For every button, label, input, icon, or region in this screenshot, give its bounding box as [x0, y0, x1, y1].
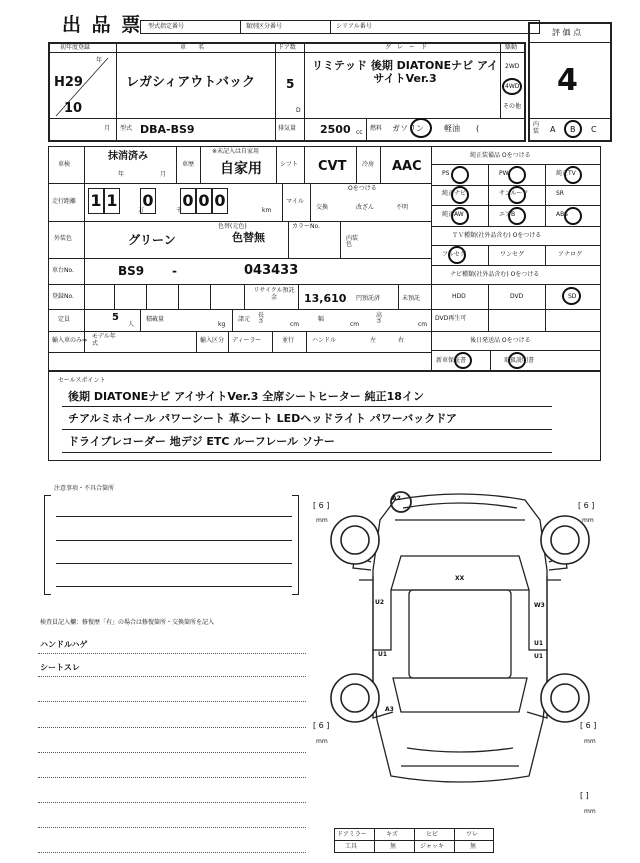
first-reg-label: 初年度登録: [60, 44, 91, 51]
dvd-play-label: DVD再生可: [435, 315, 467, 322]
mileage-digit: 0: [196, 188, 212, 214]
mark-u1-right-1: U1: [534, 640, 544, 647]
dims-width: 幅: [318, 316, 325, 323]
grade-value: リミテッド 後期 DIATONEナビ アイサイトVer.3: [312, 59, 498, 85]
mark-u1-right-2: U1: [534, 653, 544, 660]
spare-bracket: [ ]: [580, 791, 589, 800]
inspection-month: 月: [160, 171, 167, 178]
reg-month: 10: [64, 101, 83, 116]
sales-line-3: ドライブレコーダー 地デジ ETC ルーフレール ソナー: [68, 435, 335, 448]
chassis-dash: -: [172, 264, 177, 278]
tread-fl-mm: mm: [316, 517, 328, 524]
circle-tv: [564, 166, 582, 184]
spare-mm: mm: [584, 808, 596, 815]
equipment-item: サンルーフ: [499, 190, 529, 197]
footer-scratch: キズ: [386, 831, 398, 838]
circle-navi: [451, 186, 469, 204]
mileage-digit: 0: [180, 188, 196, 214]
capacity-unit: 人: [128, 321, 135, 328]
tread-rl-mm: mm: [316, 738, 328, 745]
circle-pw: [508, 166, 526, 184]
circle-ps: [451, 166, 469, 184]
year-unit: 年: [96, 57, 103, 64]
footer-jack-value: 無: [470, 843, 477, 850]
equipment-item: 純正TV: [556, 170, 576, 177]
tread-rl-value: 6: [318, 721, 324, 730]
circle-aw: [451, 207, 469, 225]
circle-airbag: [508, 207, 526, 225]
mark-xx: XX: [455, 575, 465, 582]
navi-hdd: HDD: [452, 293, 466, 300]
shift-label: シフト: [280, 161, 299, 168]
model-cert-label: 型式指定番号: [148, 23, 185, 30]
footer-tools-value: 無: [390, 843, 397, 850]
fuel-paren: (: [476, 124, 480, 133]
meter-exchanged: 交換: [316, 204, 329, 211]
chassis-label: 車台No.: [52, 267, 74, 274]
import-label: 輸入車のみ⇒: [52, 337, 88, 344]
later-title: 後日発送品 Oをつける: [470, 337, 531, 344]
equipment-title: 純正装備品 Oをつける: [470, 152, 531, 159]
interior-label: 内装: [533, 121, 540, 135]
type-value: DBA-BS9: [140, 123, 195, 136]
mileage-sen: 千: [176, 207, 183, 214]
later-warranty: 新車保証書: [436, 357, 467, 364]
drive-4wd-circle: [502, 78, 522, 95]
footer-break: ワレ: [466, 831, 479, 838]
tv-fullseg: フルセグ: [442, 251, 466, 258]
car-diagram: [315, 480, 605, 810]
equipment-item: SR: [556, 190, 564, 197]
sales-line-1: 後期 DIATONEナビ アイサイトVer.3 全席シートヒーター 純正18イン: [68, 390, 424, 403]
fuel-label: 燃料: [370, 125, 383, 132]
later-manual: 取扱説明書: [504, 357, 535, 364]
recycle-deposited: 円預託済: [356, 295, 381, 302]
equipment-item: PW: [499, 170, 509, 177]
mark-u2: U2: [375, 599, 385, 606]
import-dealer: ディーラー: [232, 337, 262, 344]
dims-length-cm: cm: [290, 321, 300, 328]
displacement-label: 排気量: [278, 125, 297, 132]
meter-tampered: 改ざん: [356, 204, 375, 211]
tread-rr-mm: mm: [584, 738, 596, 745]
color-change-label: 色替(元色): [218, 223, 247, 230]
dims-width-cm: cm: [350, 321, 360, 328]
circle-sd: [562, 287, 581, 305]
inspection-value: 抹消済み: [108, 151, 148, 162]
equipment-item: エアB: [499, 211, 516, 218]
class-label: 類別区分番号: [246, 23, 283, 30]
notes-bracket-right: [292, 495, 299, 595]
chassis-number: 043433: [244, 263, 299, 278]
car-name-label: 車 名: [180, 44, 205, 51]
history-value: 自家用: [220, 161, 262, 177]
form-title: 出 品 票: [62, 14, 143, 36]
mileage-digit: 0: [212, 188, 228, 214]
drive-2wd: 2WD: [505, 63, 520, 70]
handle-right: 右: [398, 337, 405, 344]
cc-unit: cc: [356, 129, 363, 136]
capacity-label: 定員: [58, 316, 71, 323]
dims-height: 高さ: [376, 312, 383, 325]
tread-fr-value: 6: [583, 501, 589, 510]
doors-value: 5: [286, 77, 295, 91]
history-note: ※未記入は自家用: [212, 148, 260, 155]
reg-year: H29: [54, 75, 83, 90]
load-label: 積載量: [146, 316, 165, 323]
tread-rr: [ 6 ]: [580, 721, 597, 730]
handle-label: ハンドル: [312, 337, 337, 344]
score-label: 評 価 点: [552, 28, 582, 37]
ac-label: 冷房: [362, 161, 375, 168]
reg-no-label: 登録No.: [52, 293, 74, 300]
navi-title: ナビ種類(社外品含む) Oをつける: [450, 271, 540, 278]
recycle-label: リサイクル預託金: [253, 287, 295, 301]
drive-4wd: 4WD: [505, 83, 520, 90]
meter-note: Oをつける: [348, 185, 377, 192]
inspector-label: 検査員記入欄：修復歴「有」の場合は修復箇所・交換箇所を記入: [40, 619, 215, 626]
fuel-light-oil: 軽油: [444, 124, 460, 133]
drive-label: 駆動: [505, 44, 518, 51]
footer-jack: ジャッキ: [420, 843, 444, 850]
dims-length: 長さ: [258, 312, 265, 325]
recycle-amount: 13,610: [304, 292, 347, 305]
mark-a2: A2: [392, 495, 401, 502]
dims-height-cm: cm: [418, 321, 428, 328]
int-color-label: 内装色: [346, 235, 359, 248]
recycle-not-deposited: 未預託: [402, 295, 421, 302]
tread-fr-mm: mm: [582, 517, 594, 524]
circle-fullseg: [448, 246, 466, 264]
note-entry-1: ハンドルハゲ: [40, 640, 88, 649]
fuel-gasoline: ガソリン: [392, 124, 424, 133]
mileage-km: km: [262, 207, 272, 214]
import-parallel: 並行: [282, 337, 295, 344]
score-value: 4: [557, 63, 578, 98]
doors-label: ドア数: [278, 44, 296, 51]
ext-color-value: グリーン: [128, 233, 176, 247]
inspection-year: 年: [118, 171, 125, 178]
circle-warranty: [454, 352, 472, 369]
mileage-digit: 1: [104, 188, 120, 214]
footer-crack: ヒビ: [426, 831, 439, 838]
model-year-label: モデル年式: [92, 333, 116, 347]
mile-label: マイル: [286, 198, 304, 205]
mileage-label: 走行距離: [52, 198, 77, 205]
drive-other: その他: [503, 103, 522, 110]
chassis-prefix: BS9: [118, 264, 145, 278]
tread-fl: [ 6 ]: [313, 501, 330, 510]
sales-line-2: チアルミホイール パワーシート 革シート LEDヘッドライト パワーバックドア: [68, 412, 457, 425]
circle-manual: [508, 352, 526, 369]
serial-label: シリアル番号: [336, 23, 372, 30]
tread-rl: [ 6 ]: [313, 721, 330, 730]
circle-abs: [564, 207, 582, 225]
note-entry-2: シートスレ: [40, 663, 80, 672]
interior-b: B: [570, 125, 576, 134]
navi-sd: SD: [568, 293, 577, 300]
tv-oneseg: ワンセグ: [500, 251, 525, 258]
equipment-item: ABS: [556, 211, 568, 218]
notes-label: 注意事項・不具合箇所: [54, 485, 115, 492]
meter-unknown: 不明: [396, 204, 409, 211]
mark-a3: A3: [385, 706, 394, 713]
circle-sunroof: [508, 186, 526, 204]
mark-u1-left: U1: [378, 651, 388, 658]
footer-mirror: ドアミラー: [337, 831, 367, 838]
interior-c: C: [591, 125, 597, 134]
mileage-man: 万: [138, 207, 145, 214]
history-label: 車歴: [182, 161, 195, 168]
import-class-label: 輸入区分: [200, 337, 225, 344]
tv-analog: アナログ: [558, 251, 583, 258]
handle-left: 左: [370, 337, 377, 344]
tread-rr-value: 6: [585, 721, 591, 730]
inspection-label: 車検: [58, 161, 71, 168]
color-change-value: 色替無: [232, 231, 265, 244]
sales-label: セールスポイント: [58, 377, 106, 384]
ac-value: AAC: [392, 159, 422, 174]
dims-label: 諸元: [238, 316, 251, 323]
grade-label: グ レ ー ド: [385, 44, 428, 51]
tv-title: ＴＶ種類(社外品含む) Oをつける: [452, 232, 542, 239]
doors-suffix: D: [296, 107, 301, 114]
equipment-item: 純正AW: [442, 211, 464, 218]
mileage-digit: 0: [140, 188, 156, 214]
ext-color-label: 外装色: [54, 235, 73, 242]
color-no-label: カラーNo.: [292, 223, 320, 230]
shift-value: CVT: [318, 159, 347, 174]
equipment-item: PS: [442, 170, 450, 177]
notes-bracket-left: [44, 495, 51, 595]
interior-a: A: [550, 125, 556, 134]
fuel-gasoline-circle: [410, 118, 432, 138]
equipment-item: 純正ナビ: [442, 190, 467, 197]
interior-b-circle: [564, 120, 582, 138]
tread-fl-value: 6: [318, 501, 324, 510]
car-name: レガシィアウトバック: [126, 75, 255, 90]
month-unit: 月: [104, 125, 111, 132]
navi-dvd: DVD: [510, 293, 524, 300]
mark-w3: W3: [534, 602, 545, 609]
mileage-digit: 1: [88, 188, 104, 214]
displacement-value: 2500: [320, 123, 351, 136]
type-label: 型式: [120, 125, 133, 132]
tread-fr: [ 6 ]: [578, 501, 595, 510]
footer-tools: 工具: [345, 843, 358, 850]
capacity-value: 5: [112, 312, 119, 323]
load-kg: kg: [218, 321, 226, 328]
